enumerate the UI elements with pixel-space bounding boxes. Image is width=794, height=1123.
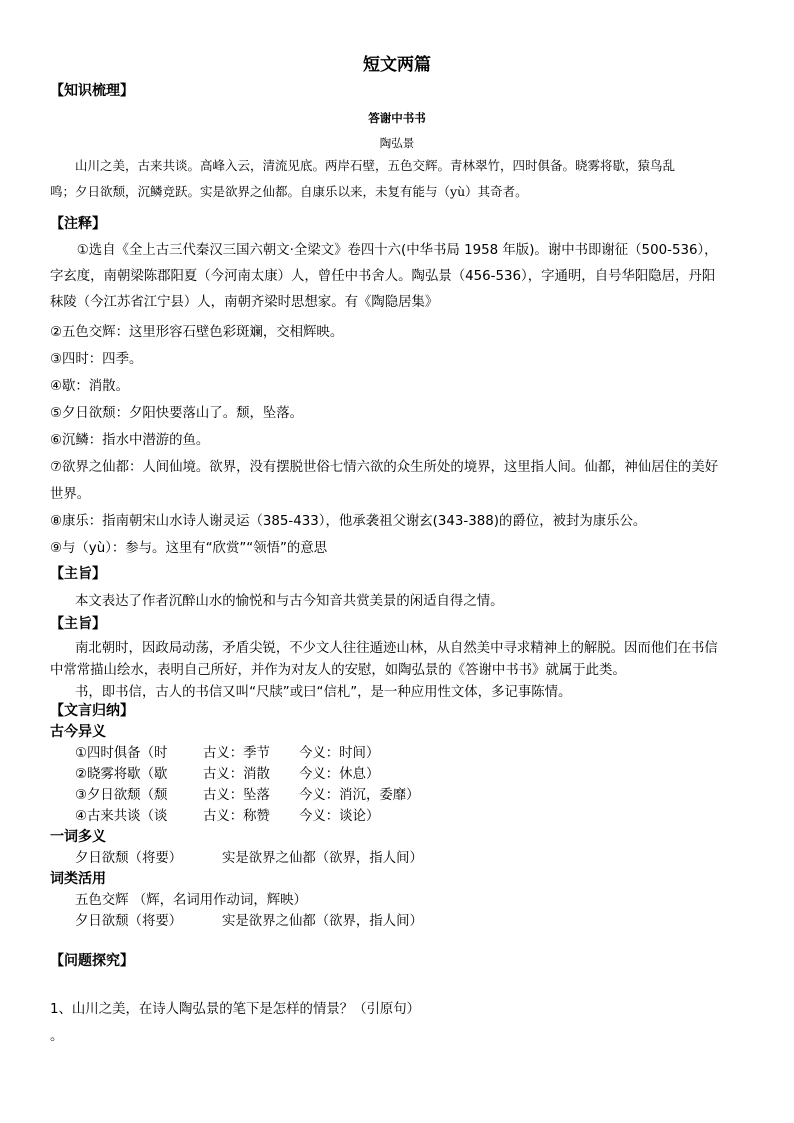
- article-author: 陶弘景: [379, 136, 415, 150]
- gujin-old-meaning: 古义：坠落: [203, 788, 270, 803]
- section-heading-knowledge: 【知识梳理】: [50, 83, 134, 99]
- note-8: ⑧康乐：指南朝宋山水诗人谢灵运（385-433），他承袭祖父谢玄(343-388)的爵位，被封为康乐公。: [50, 514, 647, 529]
- cilei-item: 实是欲界之仙都（欲界，指人间）: [222, 914, 423, 929]
- cilei-row: 五色交辉 （辉，名词用作动词，辉映）: [75, 893, 307, 908]
- section-heading-wenyan: 【文言归纳】: [50, 703, 134, 719]
- gujin-row: [75, 742, 379, 761]
- gujin-row: [75, 763, 379, 782]
- note-9: ⑨与（yù）：参与。这里有“欣赏”“领悟”的意思: [50, 541, 328, 556]
- section-heading-theme-2: 【主旨】: [50, 616, 106, 632]
- gujin-new-meaning: 今义：休息）: [299, 767, 380, 782]
- gujin-new-meaning: 今义：谈论）: [299, 809, 380, 824]
- yici-item: 实是欲界之仙都（欲界，指人间）: [222, 851, 423, 866]
- gujin-word: ②晓雾将歇（歇: [75, 767, 168, 782]
- background-line: 中常常描山绘水，表明自己所好，并作为对友人的安慰，如陶弘景的《答谢中书书》就属于此类。: [50, 663, 626, 678]
- gujin-word: ④古来共谈（谈: [75, 809, 168, 824]
- gujin-old-meaning: 古义：消散: [203, 767, 270, 782]
- gujin-heading: 古今异义: [50, 724, 106, 740]
- gujin-word: ①四时俱备（时: [75, 746, 168, 761]
- gujin-new-meaning: 今义：消沉，委靡）: [299, 788, 420, 803]
- note-1: [50, 238, 755, 316]
- cilei-item: 夕日欲颓（将要）: [75, 914, 183, 929]
- background-line: 南北朝时，因政局动荡，矛盾尖锐，不少文人往往遁迹山林，从自然美中寻求精神上的解脱。因而他们在书信: [75, 641, 718, 656]
- section-heading-theme: 【主旨】: [50, 566, 106, 582]
- note-2: ②五色交辉：这里形容石壁色彩斑斓，交相辉映。: [50, 325, 344, 340]
- gujin-row: [75, 784, 420, 803]
- note-7-line1: ⑦欲界之仙都：人间仙境。欲界，没有摆脱世俗七情六欲的众生所处的境界，这里指人间。仙都，神仙居住的美好: [50, 460, 719, 475]
- yici-heading: 一词多义: [50, 829, 106, 845]
- note-3: ③四时：四季。: [50, 352, 143, 367]
- question-1: 1、山川之美，在诗人陶弘景的笔下是怎样的情景？（引原句）: [50, 1002, 421, 1017]
- yici-item: 夕日欲颓（将要）: [75, 851, 183, 866]
- cilei-row: [75, 910, 423, 929]
- article-text-line: 鸣；夕日欲颓，沉鳞竞跃。实是欲界之仙都。自康乐以来，未复有能与（yù）其奇者。: [50, 184, 528, 199]
- theme-text: 本文表达了作者沉醉山水的愉悦和与古今知音共赏美景的闲适自得之情。: [75, 594, 504, 609]
- gujin-word: ③夕日欲颓（颓: [75, 788, 168, 803]
- note-4: ④歇：消散。: [50, 379, 129, 394]
- note-6: ⑥沉鳞：指水中潜游的鱼。: [50, 433, 210, 448]
- gujin-new-meaning: 今义：时间）: [299, 746, 380, 761]
- article-title: 答谢中书书: [368, 111, 426, 125]
- note-5: ⑤夕日欲颓：夕阳快要落山了。颓，坠落。: [50, 406, 304, 421]
- article-text-line: 山川之美，古来共谈。高峰入云，清流见底。两岸石壁，五色交辉。青林翠竹，四时俱备。晓雾将歇，猿鸟乱: [75, 158, 676, 173]
- gujin-old-meaning: 古义：季节: [203, 746, 270, 761]
- note-line: 字玄度，南朝梁陈郡阳夏（今河南太康）人，曾任中书舍人。陶弘景（456-536），字通明，自号华阳隐居，丹阳: [50, 269, 716, 284]
- section-heading-notes: 【注释】: [50, 216, 106, 232]
- gujin-old-meaning: 古义：称赞: [203, 809, 270, 824]
- answer-blank[interactable]: 。: [50, 1029, 64, 1044]
- note-line: 秣陵（今江苏省江宁县）人，南朝齐梁时思想家。有《陶隐居集》: [50, 295, 439, 310]
- section-heading-question: 【问题探究】: [50, 953, 134, 969]
- note-7-line2: 世界。: [50, 487, 91, 502]
- yici-row: [75, 847, 423, 866]
- cilei-heading: 词类活用: [50, 871, 106, 887]
- note-line: ①选自《全上古三代秦汉三国六朝文·全梁文》卷四十六(中华书局 1958 年版)。谢中书即谢征（500-536），: [76, 243, 718, 258]
- page-title: 短文两篇: [363, 55, 431, 75]
- article-text: [50, 153, 750, 205]
- background-line: 书，即书信，古人的书信又叫“尺牍”或曰“信札”，是一种应用性文体，多记事陈情。: [75, 685, 572, 700]
- gujin-row: [75, 805, 379, 824]
